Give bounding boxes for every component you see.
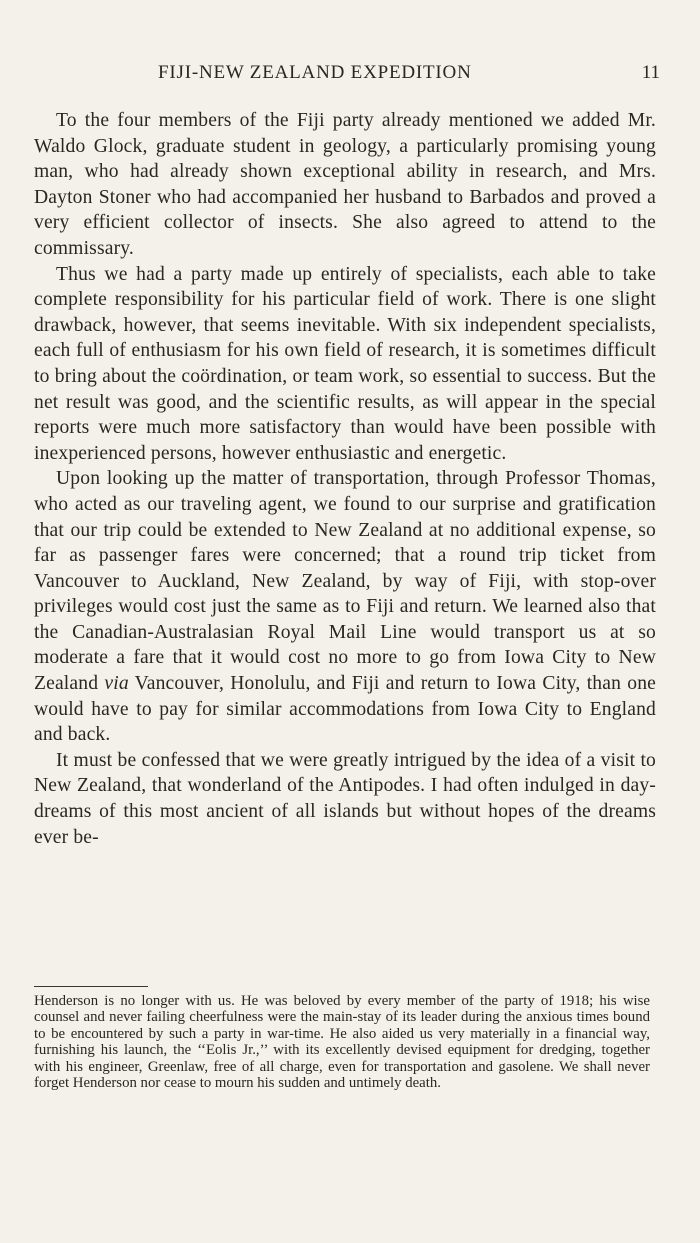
transportation-italic-via: via [104,673,129,695]
running-title: FIJI-NEW ZEALAND EXPEDITION [158,62,472,83]
paragraph-fiji-party-members: To the four members of the Fiji party already mentioned we added Mr. Waldo Glock, graduate student in geology, a particularly promising young man, who had already shown exceptional ability in research, and Mrs. Dayton Stoner who had accompanied her husband to Barbados and proved a very efficient collector of insects. She also agreed to attend to the commissary. [34,110,656,259]
paragraph-new-zealand: It must be confessed that we were greatly intrigued by the idea of a visit to New Zealand, that wonderland of the Antipodes. I had often indulged in day-dreams of this most ancient of all islands but without hopes of the dreams ever be- [34,749,656,848]
footnote-divider [34,986,148,987]
footnote: Henderson is no longer with us. He was beloved by every member of the party of 1918; his wise counsel and never failing cheerfulness were the main-stay of its leader during the anxious times bound to be encountered by such a party in war-time. He also aided us very materially in a financial way, furnishing his launch, the ‘‘Eolis Jr.,’’ with its excellently devised equipment for dredging, together with his engineer, Greenlaw, free of all charge, even for transportation and gasolene. We shall never forget Henderson nor cease to mourn his sudden and untimely death. [34,993,650,1092]
paragraph-specialists: Thus we had a party made up entirely of specialists, each able to take complete responsibility for his particular field of work. There is one slight drawback, however, that seems inevitable. With six independent specialists, each full of enthusiasm for his own field of research, it is sometimes difficult to bring about the coördination, or team work, so essential to success. But the net result was good, and the scientific results, as will appear in the special reports were much more satisfactory than would have been possible with inexperienced persons, however enthusiastic and energetic. [34,263,656,464]
paragraph-transportation [34,466,656,748]
transportation-text-before: Upon looking up the matter of transportation, through Professor Thomas, who acted as our traveling agent, we found to our surprise and gratification that our trip could be extended to New Zealand at no additional expense, so far as passenger fares were concerned; that a round trip ticket from Vancouver to Auckland, New Zealand, by way of Fiji, with stop-over privileges would cost just the same as to Fiji and return. We learned also that the Canadian-Australasian Royal Mail Line would transport us at so moderate a fare that it would cost no more to go from Iowa City to New Zealand [34,468,656,695]
transportation-text-after: Vancouver, Honolulu, and Fiji and return to Iowa City, than one would have to pay for similar accommodations from Iowa City to England and back. [34,673,656,746]
body-text [34,108,656,850]
running-head [58,62,660,90]
page-number: 11 [641,62,660,83]
